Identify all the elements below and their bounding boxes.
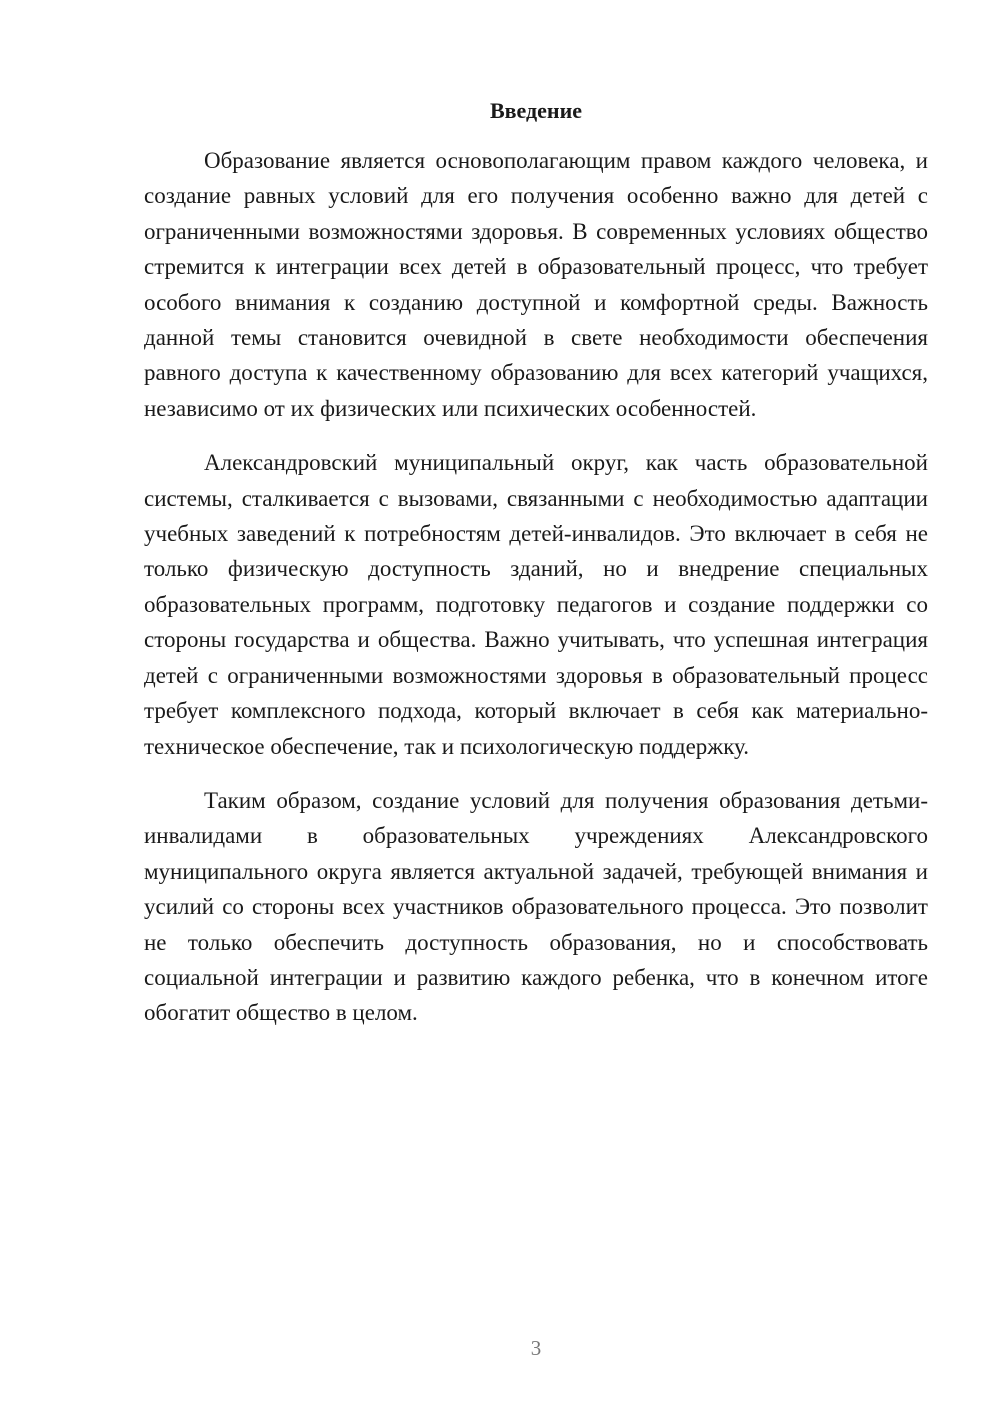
page-number: 3 [530,1336,542,1360]
body-text [144,143,928,1050]
section-heading: Введение [489,98,583,123]
paragraph-2: Александровский муниципальный округ, как часть образовательной системы, сталкивается с вызовами, связанными с необходимостью адаптации учебных заведений к потребностям детей-инвалидов. Это включает в себя не только физическую доступность зданий, но и внедрение специальных образовательных программ, подготовку педагогов и создание поддержки со стороны государства и общества. Важно учитывать, что успешная интеграция детей с ограниченными возможностями здоровья в образовательный процесс требует комплексного подхода, который включает в себя как материально-техническое обеспечение, так и психологическую поддержку. [144,450,928,759]
paragraph-1: Образование является основополагающим правом каждого человека, и создание равных условий для его получения особенно важно для детей с ограниченными возможностями здоровья. В современных условиях общество стремится к интеграции всех детей в образовательный процесс, что требует особого внимания к созданию доступной и комфортной среды. Важность данной темы становится очевидной в свете необходимости обеспечения равного доступа к качественному образованию для всех категорий учащихся, независимо от их физических или психических особенностей. [144,148,928,421]
paragraph-3: Таким образом, создание условий для получения образования детьми-инвалидами в образовательных учреждениях Александровского муниципального округа является актуальной задачей, требующей внимания и усилий со стороны всех участников образовательного процесса. Это позволит не только обеспечить доступность образования, но и способствовать социальной интеграции и развитию каждого ребенка, что в конечном итоге обогатит общество в целом. [144,787,928,1026]
